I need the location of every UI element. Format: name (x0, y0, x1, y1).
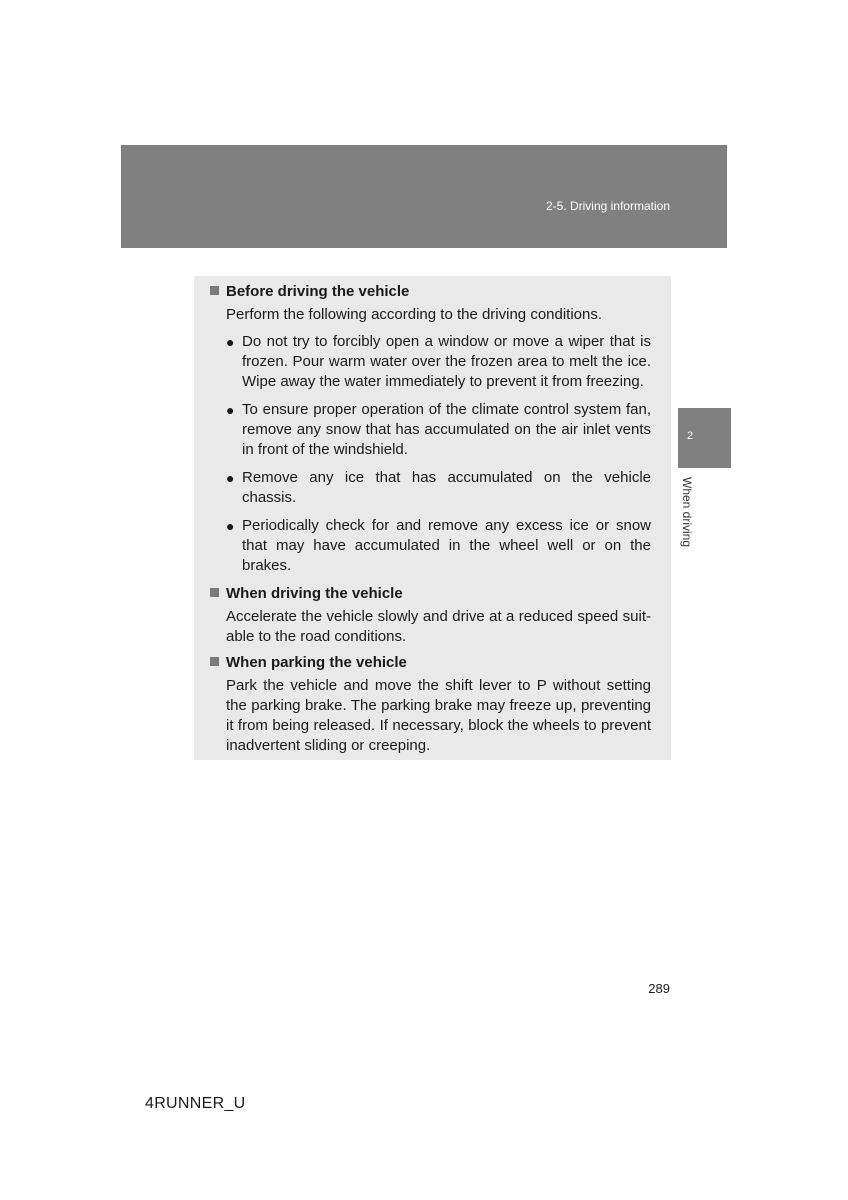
bullet-text: Periodically check for and remove any excess ice or snow that may have accumulated in the wheel well or on the brakes. (242, 517, 651, 574)
square-bullet-icon (210, 286, 219, 295)
bullet-dot-icon: ● (226, 334, 235, 350)
list-item (226, 332, 651, 392)
bullet-text: Do not try to forcibly open a window or move a wiper that is frozen. Pour warm water over the frozen area to melt the ice. Wipe away the water immediately to prevent it from freezing. (242, 333, 651, 390)
heading-text: When driving the vehicle (226, 585, 403, 602)
list-item (226, 468, 651, 508)
list-item (226, 400, 651, 460)
section-paragraph: Park the vehicle and move the shift lever to P without setting the parking brake. The parking brake may freeze up, preventing it from being released. If necessary, block the wheels to prevent inadvertent sliding or creeping. (226, 677, 651, 754)
bullet-dot-icon: ● (226, 470, 235, 486)
section-when-driving (210, 584, 651, 647)
bullet-dot-icon: ● (226, 402, 235, 418)
section-heading (210, 584, 651, 605)
square-bullet-icon (210, 588, 219, 597)
bullet-text: To ensure proper operation of the climate control system fan, remove any snow that has accumulated on the air inlet vents in front of the windshield. (242, 401, 651, 458)
chapter-label: When driving (680, 477, 694, 548)
section-paragraph: Perform the following according to the driving conditions. (226, 306, 603, 323)
heading-text: Before driving the vehicle (226, 283, 410, 300)
square-bullet-icon (210, 657, 219, 666)
bullet-text: Remove any ice that has accumulated on the vehicle chassis. (242, 469, 651, 506)
section-paragraph: Accelerate the vehicle slowly and drive at a reduced speed suit-able to the road conditions. (226, 608, 651, 645)
section-when-parking (210, 653, 651, 756)
list-item (226, 516, 651, 576)
document-code: 4RUNNER_U (145, 1095, 246, 1112)
content-box (194, 276, 671, 760)
heading-text: When parking the vehicle (226, 654, 407, 671)
bullet-list (226, 332, 651, 576)
chapter-number: 2 (687, 430, 694, 442)
section-before-driving (210, 282, 651, 576)
bullet-dot-icon: ● (226, 518, 235, 534)
section-heading (210, 653, 651, 674)
header-band (121, 145, 727, 248)
page-number: 289 (648, 981, 670, 996)
section-title: 2-5. Driving information (545, 199, 670, 213)
section-heading (210, 282, 651, 303)
chapter-tab (678, 408, 731, 468)
